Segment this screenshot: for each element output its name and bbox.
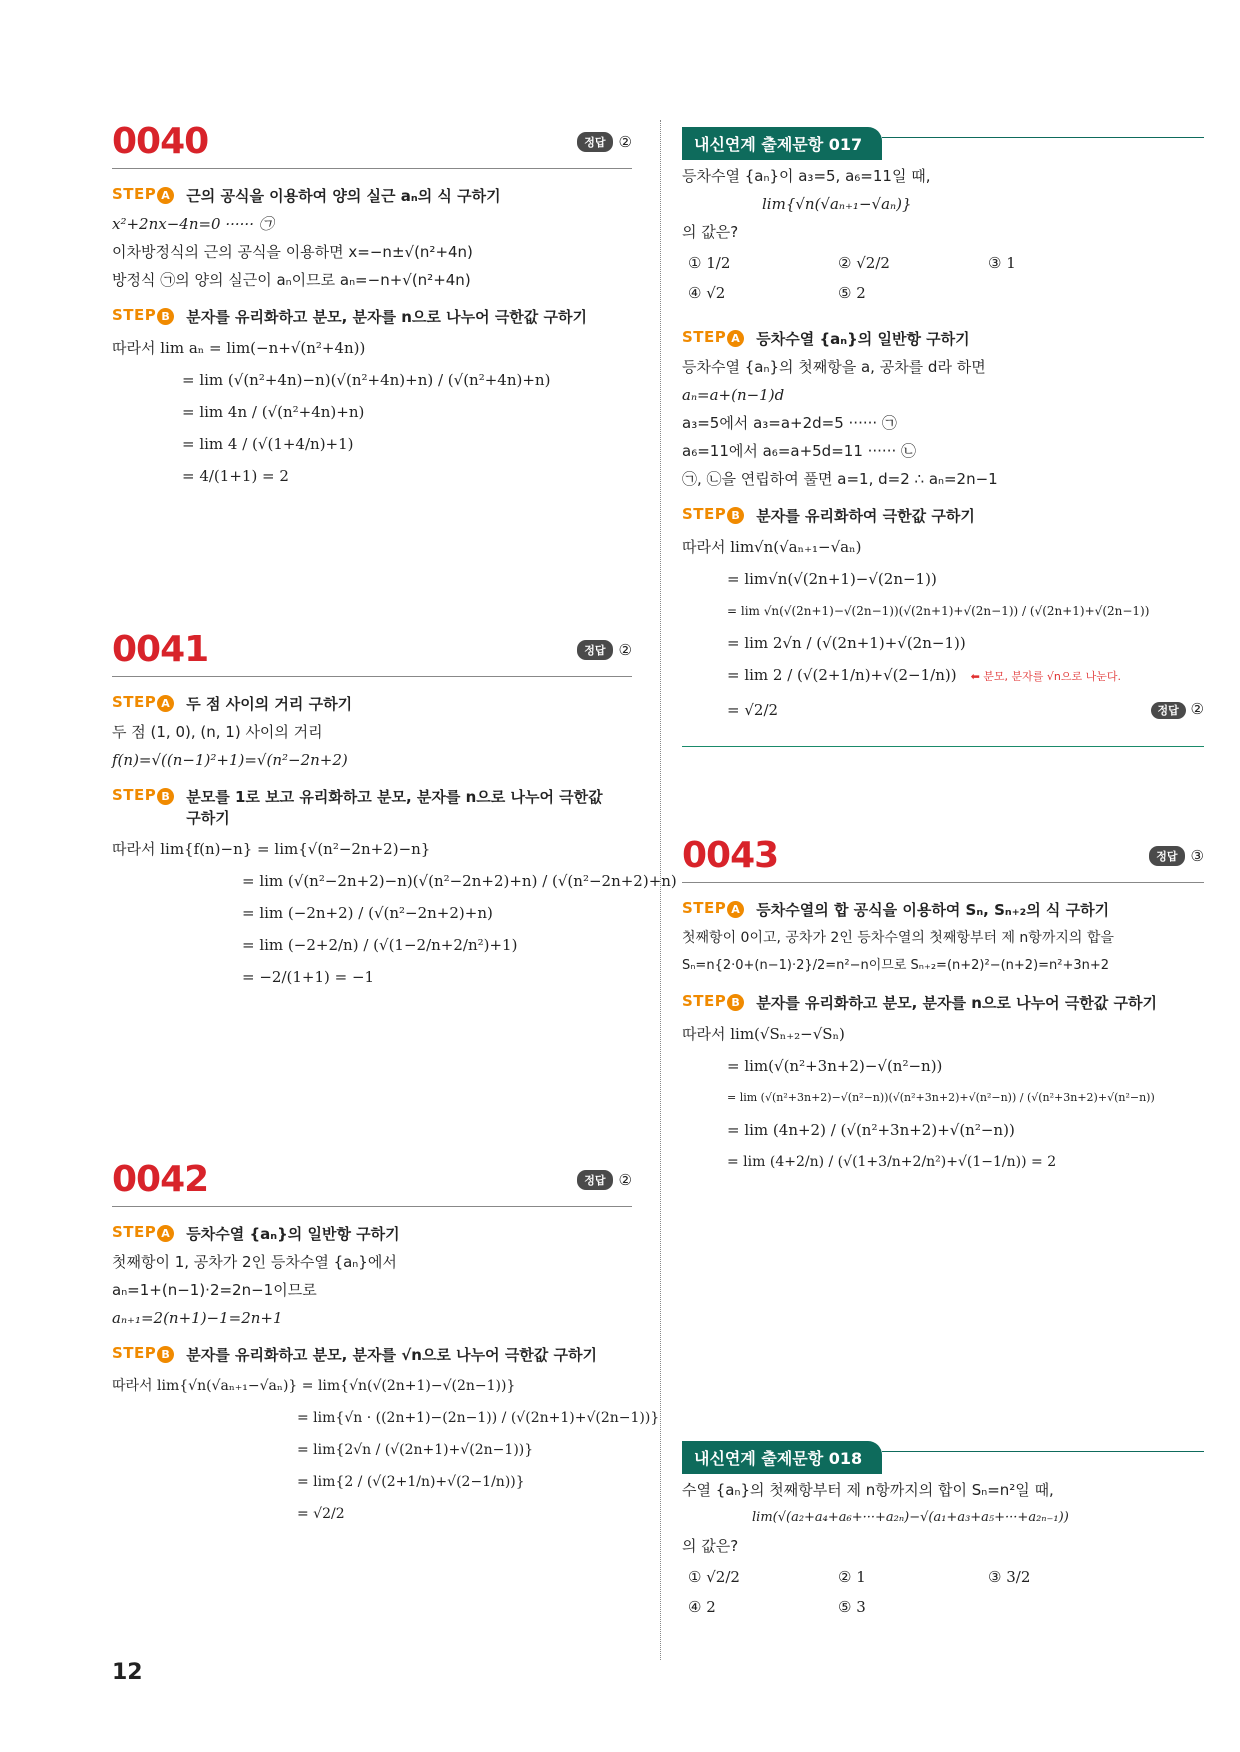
answer-value: ② [618,133,632,151]
step-tag: STEP A [112,693,174,712]
step-tag: STEP B [682,505,744,524]
linked-problem-017 [682,128,1204,747]
equation-line: = lim (4+2/n) / (√(1+3/n+2/n²)+√(1−1/n)) = 2 [727,1154,1057,1170]
question-expression: lim{√n(√aₙ₊₁−√aₙ)} [762,195,912,213]
equation-line: = lim (−2+2/n) / (√(1−2/n+2/n²)+1) [242,936,518,954]
equation-line: 따라서 lim√n(√aₙ₊₁−√aₙ) [682,538,862,556]
equation-line: = lim (√(n²−2n+2)−n)(√(n²−2n+2)+n) / (√(n²−2n+2)+n) [242,872,677,890]
step-tag: STEP A [112,185,174,204]
step-b [112,306,632,327]
equation-line: = lim (√(n²+3n+2)−√(n²−n))(√(n²+3n+2)+√(n²−n)) / (√(n²+3n+2)+√(n²−n)) [727,1091,1155,1104]
step-a [112,693,632,714]
text-line: 등차수열 {aₙ}의 첫째항을 a, 공차를 d라 하면 [682,358,986,376]
answer-value: ③ [1190,847,1204,865]
step-title: 근의 공식을 이용하여 양의 실근 aₙ의 식 구하기 [186,187,501,205]
choice-4[interactable]: ④ √2 [688,284,726,302]
box-header [682,128,1204,158]
step-tag: STEP B [682,992,744,1011]
text-line: aₙ=1+(n−1)·2=2n−1이므로 [112,1281,317,1299]
step-tag: STEP A [682,899,744,918]
step-title: 두 점 사이의 거리 구하기 [186,695,353,713]
equation-line: = lim{√n · ((2n+1)−(2n−1)) / (√(2n+1)+√(2n−1))} [297,1410,660,1426]
step-title: 등차수열의 합 공식을 이용하여 Sₙ, Sₙ₊₂의 식 구하기 [756,901,1110,919]
page-number: 12 [112,1660,143,1685]
equation-line: = 4/(1+1) = 2 [182,467,289,485]
box-header-line [882,137,1204,138]
equation-line: 따라서 lim{f(n)−n} = lim{√(n²−2n+2)−n} [112,840,431,858]
equation-line: = lim 4 / (√(1+4/n)+1) [182,435,354,453]
equation-line: = lim (−2n+2) / (√(n²−2n+2)+n) [242,904,493,922]
problem-0040 [112,122,632,487]
choice-2[interactable]: ② √2/2 [838,254,890,272]
linked-problem-018 [682,1442,1204,1616]
divider-line [112,676,632,677]
text-line: 두 점 (1, 0), (n, 1) 사이의 거리 [112,723,323,741]
equation-line: 따라서 lim aₙ = lim(−n+√(n²+4n)) [112,339,366,357]
step-tag: STEP B [112,306,174,325]
answer-value: ② [618,641,632,659]
answer-value: ② [1190,700,1204,718]
step-a [682,899,1204,920]
answer-badge: 정답 [577,132,612,152]
text-line: 방정식 ㉠의 양의 실근이 aₙ이므로 aₙ=−n+√(n²+4n) [112,271,471,289]
step-title: 분모를 1로 보고 유리화하고 분모, 분자를 n으로 나누어 극한값 구하기 [186,788,603,827]
text-line: 첫째항이 0이고, 공차가 2인 등차수열의 첫째항부터 제 n항까지의 합을 [682,930,1114,946]
choice-3[interactable]: ③ 3/2 [988,1568,1031,1586]
step-b [682,992,1204,1013]
choice-3[interactable]: ③ 1 [988,254,1016,272]
equation-line: aₙ=a+(n−1)d [682,386,785,404]
box-header-line [882,1451,1204,1452]
hint-note: ⬅ 분모, 분자를 √n으로 나눈다. [970,670,1122,683]
step-b [682,505,1204,526]
problem-0041 [112,629,677,988]
divider-line [112,168,632,169]
equation-line: = lim(√(n²+3n+2)−√(n²−n)) [727,1057,943,1075]
text-line: 첫째항이 1, 공차가 2인 등차수열 {aₙ}에서 [112,1253,397,1271]
answer-badge: 정답 [577,1170,612,1190]
section-separator [682,746,1204,747]
equation-line: Sₙ=n{2·0+(n−1)·2}/2=n²−n이므로 Sₙ₊₂=(n+2)²−(n+2)=n²+3n+2 [682,958,1110,973]
equation-line: = lim 2√n / (√(2n+1)+√(2n−1)) [727,634,966,652]
equation-line: = lim √n(√(2n+1)−√(2n−1))(√(2n+1)+√(2n−1)) / (√(2n+1)+√(2n−1)) [727,604,1150,618]
question-text: 의 값은? [682,1537,739,1555]
box-title: 내신연계 출제문항 017 [682,127,882,160]
equation-line: = lim 4n / (√(n²+4n)+n) [182,403,365,421]
choice-1[interactable]: ① 1/2 [688,254,731,272]
equation-line: = lim (√(n²+4n)−n)(√(n²+4n)+n) / (√(n²+4n)+n) [182,371,551,389]
step-title: 분자를 유리화하고 분모, 분자를 √n으로 나누어 극한값 구하기 [186,1346,597,1364]
step-tag: STEP A [682,328,744,347]
equation-line: = −2/(1+1) = −1 [242,968,375,986]
answer-indicator [1151,698,1205,722]
equation-line: = √2/2 정답 ② [682,698,1204,722]
step-a [682,328,1204,349]
equation-line: ㉠, ㉡을 연립하여 풀면 a=1, d=2 ∴ aₙ=2n−1 [682,470,998,488]
step-title: 분자를 유리화하고 분모, 분자를 n으로 나누어 극한값 구하기 [186,308,587,326]
step-a [112,185,632,206]
step-title: 분자를 유리화하여 극한값 구하기 [756,507,975,525]
text-line: 이차방정식의 근의 공식을 이용하면 x=−n±√(n²+4n) [112,243,473,261]
step-b [112,786,632,828]
step-a [112,1223,632,1244]
choice-2[interactable]: ② 1 [838,1568,866,1586]
problem-number: 0040 [112,121,209,162]
step-tag: STEP B [112,1344,174,1363]
answer-badge: 정답 [1151,702,1186,719]
question-text: 등차수열 {aₙ}이 a₃=5, a₆=11일 때, [682,167,931,185]
equation-line: 따라서 lim{√n(√aₙ₊₁−√aₙ)} = lim{√n(√(2n+1)−√(2n−1))} [112,1378,516,1394]
equation-line: = lim{2 / (√(2+1/n)+√(2−1/n))} [297,1474,525,1490]
choice-list [682,254,1204,302]
divider-line [112,1206,632,1207]
equation-line: a₃=5에서 a₃=a+2d=5 ······ ㉠ [682,414,897,432]
step-title: 등차수열 {aₙ}의 일반항 구하기 [186,1225,400,1243]
question-text: 의 값은? [682,223,739,241]
problem-number: 0042 [112,1159,209,1200]
choice-4[interactable]: ④ 2 [688,1598,716,1616]
equation-line: aₙ₊₁=2(n+1)−1=2n+1 [112,1309,283,1327]
question-text: 수열 {aₙ}의 첫째항부터 제 n항까지의 합이 Sₙ=n²일 때, [682,1481,1054,1499]
equation-line: f(n)=√((n−1)²+1)=√(n²−2n+2) [112,751,348,769]
choice-5[interactable]: ⑤ 2 [838,284,866,302]
problem-0043 [682,836,1204,1173]
answer-indicator [577,640,632,660]
equation-line: x²+2nx−4n=0 ······ ㉠ [112,215,274,233]
step-title: 등차수열 {aₙ}의 일반항 구하기 [756,330,970,348]
equation-line: a₆=11에서 a₆=a+5d=11 ······ ㉡ [682,442,917,460]
choice-list [682,1568,1204,1616]
step-tag: STEP B [112,786,174,805]
choice-1[interactable]: ① √2/2 [688,1568,740,1586]
equation-line: = lim (4n+2) / (√(n²+3n+2)+√(n²−n)) [727,1121,1015,1139]
question-expression: lim(√(a₂+a₄+a₆+···+a₂ₙ)−√(a₁+a₃+a₅+···+a₂ₙ₋₁)) [752,1510,1069,1525]
step-title: 분자를 유리화하고 분모, 분자를 n으로 나누어 극한값 구하기 [756,994,1157,1012]
step-b [112,1344,632,1365]
answer-indicator [1149,846,1204,866]
answer-badge: 정답 [577,640,612,660]
box-header [682,1442,1204,1472]
answer-indicator [577,1170,632,1190]
problem-number: 0041 [112,629,209,670]
problem-0042 [112,1159,660,1525]
equation-line: = lim{2√n / (√(2n+1)+√(2n−1))} [297,1442,534,1458]
step-tag: STEP A [112,1223,174,1242]
equation-line: = √2/2 [297,1506,345,1522]
answer-badge: 정답 [1149,846,1184,866]
answer-value: ② [618,1171,632,1189]
answer-indicator [577,132,632,152]
box-title: 내신연계 출제문항 018 [682,1441,882,1474]
equation-line: = lim√n(√(2n+1)−√(2n−1)) [727,570,937,588]
problem-number: 0043 [682,835,779,876]
equation-line: 따라서 lim(√Sₙ₊₂−√Sₙ) [682,1025,845,1043]
choice-5[interactable]: ⑤ 3 [838,1598,866,1616]
equation-line: = lim 2 / (√(2+1/n)+√(2−1/n)) ⬅ 분모, 분자를 √n으로 나눈다. [727,666,1122,684]
divider-line [682,882,1204,883]
